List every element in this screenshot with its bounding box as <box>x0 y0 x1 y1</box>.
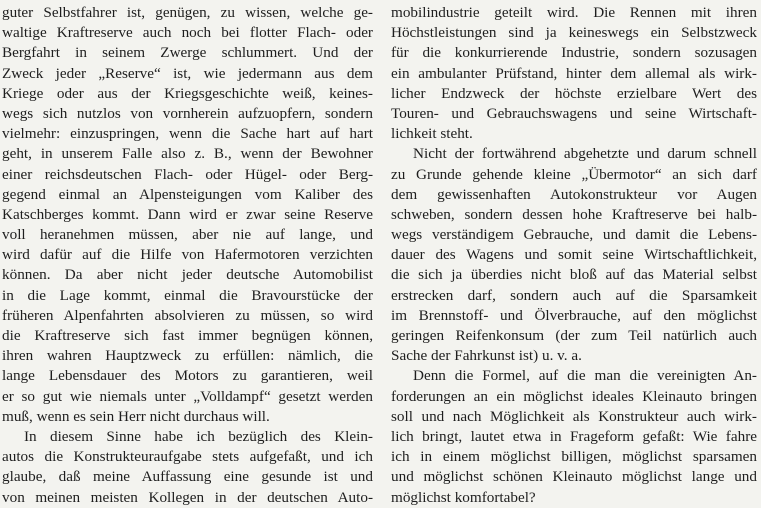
text-line: autos die Konstrukteuraufgabe stets aufgefaßt, und ich <box>2 448 373 466</box>
text-line: für die konkurrierende Industrie, sondern sozusagen <box>391 44 757 62</box>
text-line: von meinen meisten Kollegen in der deutschen Auto- <box>2 488 373 506</box>
text-line: dauer des Wagens und somit seine Wirtschaftlichkeit, <box>391 246 757 264</box>
paragraph-start-line: Nicht der fortwährend abgehetzte und darum schnell <box>413 145 757 163</box>
text-line: lange Lebensdauer des Motors zu garantieren, weil <box>2 367 373 385</box>
text-line: Katschberges kommt. Dann wird er zwar seine Reserve <box>2 205 373 223</box>
text-line: Höchstleistungen sind ja keineswegs ein Selbstzweck <box>391 24 757 42</box>
text-line: die Kraftreserve sich fast immer begnügen können, <box>2 327 373 344</box>
text-line: ein ambulanter Prüfstand, hinter dem allemal als wirk- <box>391 64 757 82</box>
text-line: ich in einem möglichst billigen, möglichst sparsamen <box>391 448 757 466</box>
text-line: glaube, daß meine Auffassung eine gesunde ist und <box>2 468 373 486</box>
text-line: licher Endzweck der höchste erzielbare Wert des <box>391 84 757 102</box>
text-line: geht, in unserem Falle also z. B., wenn der Bewohner <box>2 145 373 163</box>
text-line: wegs sich nutzlos von vornherein aufzuopfern, sondern <box>2 104 373 122</box>
text-line: zu Grunde gehende kleine „Übermotor“ an sich darf <box>391 165 757 183</box>
text-line: wird dafür auf die Hilfe von Hafermotoren verzichten <box>2 246 373 264</box>
text-line: ihren wahren Hauptzweck zu erfüllen: nämlich, die <box>2 347 373 365</box>
text-line: in die Lage kommt, einmal die Bravourstücke der <box>2 286 373 304</box>
text-line: geringen Reifenkonsum (der zum Teil natürlich auch <box>391 327 757 344</box>
text-line: dem gewissenhaften Autokonstrukteur vor Augen <box>391 185 757 203</box>
text-line: Sache der Fahrkunst ist) u. v. a. <box>391 347 582 365</box>
paragraph-start-line: Denn die Formel, auf die man die vereinigten An- <box>413 367 757 385</box>
text-line: guter Selbstfahrer ist, genügen, zu wissen, welche ge- <box>2 4 373 21</box>
text-line: gegend einmal an Alpensteigungen vom Kaliber des <box>2 185 373 203</box>
text-line: und möglichst schönen Kleinauto möglichst lange und <box>391 468 757 486</box>
text-line: können. Da aber nicht jeder deutsche Automobilist <box>2 266 373 284</box>
text-line: Bergfahrt in seinem Zwerge schlummert. Und der <box>2 44 373 62</box>
text-line: er so gut wie niemals unter „Volldampf“ gesetzt werden <box>2 387 373 405</box>
text-line: mobilindustrie geteilt wird. Die Rennen mit ihren <box>391 4 757 21</box>
text-line: früheren Alpenfahrten absolvieren zu müssen, so wird <box>2 306 373 324</box>
text-line: einer reichsdeutschen Flach- oder Hügel- oder Berg- <box>2 165 373 183</box>
text-line: muß, wenn es sein Herr nicht durchaus will. <box>2 407 270 425</box>
text-line: lichkeit steht. <box>391 125 473 143</box>
text-line: möglichst komfortabel? <box>391 488 536 506</box>
text-line: vielmehr: einzuspringen, wenn die Sache hart auf hart <box>2 125 373 143</box>
text-line: schweben, sondern dessen hohe Kraftreserve bei halb- <box>391 205 757 223</box>
text-line: im Brennstoff- und Ölverbrauche, auf den möglichst <box>391 306 757 324</box>
text-line: Zweck jeder „Reserve“ ist, wie jedermann aus dem <box>2 64 373 82</box>
text-line: erstrecken darf, sondern auch auf die Sparsamkeit <box>391 286 757 304</box>
text-line: soll und nach Möglichkeit als Konstrukteur auch wirk- <box>391 407 757 425</box>
text-line: forderungen an ein möglichst ideales Kleinauto bringen <box>391 387 757 405</box>
text-line: Touren- und Gebrauchswagens und seine Wirtschaft- <box>391 104 757 122</box>
text-line: lich bringt, lautet etwa in Frageform gefaßt: Wie fahre <box>391 427 757 445</box>
paragraph-start-line: In diesem Sinne habe ich bezüglich des Klein- <box>24 427 373 445</box>
text-line: die sich ja überdies nicht bloß auf das Material selbst <box>391 266 757 284</box>
text-line: Kriege oder aus der Kriegsgeschichte weiß, keines- <box>2 84 373 102</box>
left-column <box>2 3 373 508</box>
text-line: wegs verständigem Gebrauche, und damit die Lebens- <box>391 226 757 244</box>
text-line: voll heranehmen müssen, aber nie auf lange, und <box>2 226 373 244</box>
right-column <box>391 3 757 508</box>
text-line: waltige Kraftreserve auch noch bei flotter Flach- oder <box>2 24 373 42</box>
